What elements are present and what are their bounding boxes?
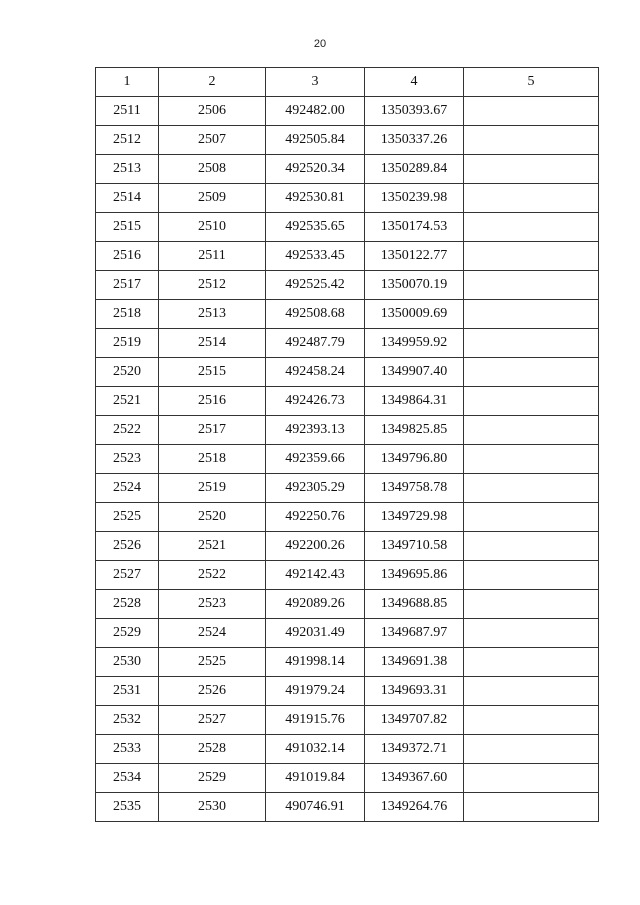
table-cell-col-4: 1350122.77 bbox=[365, 242, 464, 271]
table-cell-col-5 bbox=[464, 126, 599, 155]
table-cell-col-4: 1349367.60 bbox=[365, 764, 464, 793]
table-row bbox=[96, 242, 599, 271]
table-cell-col-4: 1349372.71 bbox=[365, 735, 464, 764]
table-cell-col-1: 2515 bbox=[96, 213, 159, 242]
table-cell-col-3: 492520.34 bbox=[266, 155, 365, 184]
table-cell-col-3: 492508.68 bbox=[266, 300, 365, 329]
table-cell-col-2: 2515 bbox=[159, 358, 266, 387]
table-cell-col-4: 1350009.69 bbox=[365, 300, 464, 329]
table-cell-col-2: 2524 bbox=[159, 619, 266, 648]
table-cell-col-1: 2519 bbox=[96, 329, 159, 358]
table-cell-col-2: 2517 bbox=[159, 416, 266, 445]
table-cell-col-2: 2528 bbox=[159, 735, 266, 764]
table-cell-col-2: 2518 bbox=[159, 445, 266, 474]
table-cell-col-3: 492031.49 bbox=[266, 619, 365, 648]
table-cell-col-4: 1349691.38 bbox=[365, 648, 464, 677]
table-cell-col-5 bbox=[464, 532, 599, 561]
table-cell-col-1: 2514 bbox=[96, 184, 159, 213]
table-cell-col-5 bbox=[464, 445, 599, 474]
table-cell-col-5 bbox=[464, 416, 599, 445]
table-cell-col-3: 491019.84 bbox=[266, 764, 365, 793]
table-cell-col-2: 2514 bbox=[159, 329, 266, 358]
table-cell-col-3: 492250.76 bbox=[266, 503, 365, 532]
table-cell-col-4: 1350239.98 bbox=[365, 184, 464, 213]
table-cell-col-1: 2517 bbox=[96, 271, 159, 300]
table-cell-col-2: 2525 bbox=[159, 648, 266, 677]
table-cell-col-1: 2523 bbox=[96, 445, 159, 474]
table-cell-col-5 bbox=[464, 329, 599, 358]
table-row bbox=[96, 619, 599, 648]
table-cell-col-5 bbox=[464, 648, 599, 677]
table-cell-col-2: 2523 bbox=[159, 590, 266, 619]
table-cell-col-3: 492458.24 bbox=[266, 358, 365, 387]
table-cell-col-3: 492505.84 bbox=[266, 126, 365, 155]
table-cell-col-3: 492426.73 bbox=[266, 387, 365, 416]
table-cell-col-1: 2531 bbox=[96, 677, 159, 706]
table-cell-col-3: 492487.79 bbox=[266, 329, 365, 358]
table-cell-col-1: 2521 bbox=[96, 387, 159, 416]
table-cell-col-2: 2507 bbox=[159, 126, 266, 155]
table-cell-col-4: 1349825.85 bbox=[365, 416, 464, 445]
table-cell-col-1: 2527 bbox=[96, 561, 159, 590]
table-cell-col-2: 2510 bbox=[159, 213, 266, 242]
table-row bbox=[96, 97, 599, 126]
table-row bbox=[96, 793, 599, 822]
table-cell-col-2: 2527 bbox=[159, 706, 266, 735]
table-cell-col-5 bbox=[464, 677, 599, 706]
table-cell-col-1: 2513 bbox=[96, 155, 159, 184]
table-cell-col-1: 2525 bbox=[96, 503, 159, 532]
column-header-5: 5 bbox=[464, 68, 599, 97]
table-cell-col-3: 492533.45 bbox=[266, 242, 365, 271]
table-cell-col-5 bbox=[464, 561, 599, 590]
table-cell-col-5 bbox=[464, 474, 599, 503]
table-cell-col-4: 1349710.58 bbox=[365, 532, 464, 561]
table-cell-col-2: 2508 bbox=[159, 155, 266, 184]
table-cell-col-4: 1349687.97 bbox=[365, 619, 464, 648]
table-cell-col-5 bbox=[464, 271, 599, 300]
table-cell-col-5 bbox=[464, 793, 599, 822]
table-cell-col-1: 2528 bbox=[96, 590, 159, 619]
table-cell-col-3: 492089.26 bbox=[266, 590, 365, 619]
table-row bbox=[96, 503, 599, 532]
table-cell-col-1: 2534 bbox=[96, 764, 159, 793]
table-cell-col-3: 492393.13 bbox=[266, 416, 365, 445]
table-cell-col-5 bbox=[464, 358, 599, 387]
table-cell-col-4: 1349758.78 bbox=[365, 474, 464, 503]
table-cell-col-2: 2516 bbox=[159, 387, 266, 416]
table-cell-col-4: 1350393.67 bbox=[365, 97, 464, 126]
table-row bbox=[96, 213, 599, 242]
table-row bbox=[96, 416, 599, 445]
table-cell-col-1: 2518 bbox=[96, 300, 159, 329]
table-row bbox=[96, 648, 599, 677]
table-cell-col-2: 2511 bbox=[159, 242, 266, 271]
table-cell-col-2: 2520 bbox=[159, 503, 266, 532]
table-cell-col-3: 491032.14 bbox=[266, 735, 365, 764]
table-row bbox=[96, 126, 599, 155]
table-cell-col-2: 2509 bbox=[159, 184, 266, 213]
table-cell-col-5 bbox=[464, 242, 599, 271]
table-cell-col-5 bbox=[464, 387, 599, 416]
table-row bbox=[96, 387, 599, 416]
table-cell-col-1: 2530 bbox=[96, 648, 159, 677]
table-cell-col-1: 2512 bbox=[96, 126, 159, 155]
table-cell-col-4: 1349264.76 bbox=[365, 793, 464, 822]
table-cell-col-1: 2524 bbox=[96, 474, 159, 503]
table-cell-col-4: 1349959.92 bbox=[365, 329, 464, 358]
table-cell-col-1: 2522 bbox=[96, 416, 159, 445]
table-row bbox=[96, 155, 599, 184]
table-row bbox=[96, 764, 599, 793]
table-cell-col-1: 2535 bbox=[96, 793, 159, 822]
table-cell-col-2: 2530 bbox=[159, 793, 266, 822]
table-cell-col-4: 1349864.31 bbox=[365, 387, 464, 416]
table-cell-col-4: 1349707.82 bbox=[365, 706, 464, 735]
table-cell-col-5 bbox=[464, 590, 599, 619]
table-body bbox=[96, 97, 599, 822]
table-cell-col-4: 1350289.84 bbox=[365, 155, 464, 184]
column-header-4: 4 bbox=[365, 68, 464, 97]
table-row bbox=[96, 677, 599, 706]
table-cell-col-3: 492530.81 bbox=[266, 184, 365, 213]
table-row bbox=[96, 590, 599, 619]
table-cell-col-2: 2519 bbox=[159, 474, 266, 503]
table-cell-col-3: 492535.65 bbox=[266, 213, 365, 242]
table-cell-col-5 bbox=[464, 706, 599, 735]
table-cell-col-5 bbox=[464, 213, 599, 242]
table-row bbox=[96, 358, 599, 387]
table-row bbox=[96, 735, 599, 764]
table-row bbox=[96, 300, 599, 329]
table-cell-col-2: 2521 bbox=[159, 532, 266, 561]
table-cell-col-3: 492142.43 bbox=[266, 561, 365, 590]
table-cell-col-4: 1349729.98 bbox=[365, 503, 464, 532]
table-cell-col-3: 491998.14 bbox=[266, 648, 365, 677]
table-cell-col-1: 2520 bbox=[96, 358, 159, 387]
table-row bbox=[96, 474, 599, 503]
table-cell-col-4: 1350337.26 bbox=[365, 126, 464, 155]
table-cell-col-3: 490746.91 bbox=[266, 793, 365, 822]
table-cell-col-5 bbox=[464, 735, 599, 764]
table-row bbox=[96, 271, 599, 300]
table-cell-col-4: 1350070.19 bbox=[365, 271, 464, 300]
table-cell-col-4: 1350174.53 bbox=[365, 213, 464, 242]
table-cell-col-4: 1349907.40 bbox=[365, 358, 464, 387]
page-number: 20 bbox=[313, 38, 327, 50]
table-cell-col-5 bbox=[464, 764, 599, 793]
table-cell-col-5 bbox=[464, 619, 599, 648]
table-cell-col-2: 2513 bbox=[159, 300, 266, 329]
table-cell-col-5 bbox=[464, 300, 599, 329]
table-cell-col-2: 2526 bbox=[159, 677, 266, 706]
table-cell-col-3: 492359.66 bbox=[266, 445, 365, 474]
table-cell-col-1: 2516 bbox=[96, 242, 159, 271]
column-header-3: 3 bbox=[266, 68, 365, 97]
table-row bbox=[96, 532, 599, 561]
table-cell-col-2: 2529 bbox=[159, 764, 266, 793]
table-cell-col-5 bbox=[464, 97, 599, 126]
table-cell-col-4: 1349695.86 bbox=[365, 561, 464, 590]
coordinates-table bbox=[95, 67, 599, 822]
table-cell-col-5 bbox=[464, 184, 599, 213]
table-cell-col-4: 1349796.80 bbox=[365, 445, 464, 474]
column-header-2: 2 bbox=[159, 68, 266, 97]
table-cell-col-5 bbox=[464, 155, 599, 184]
table-row bbox=[96, 445, 599, 474]
table-cell-col-1: 2511 bbox=[96, 97, 159, 126]
table-cell-col-2: 2506 bbox=[159, 97, 266, 126]
table-cell-col-4: 1349688.85 bbox=[365, 590, 464, 619]
table-cell-col-3: 492200.26 bbox=[266, 532, 365, 561]
table-cell-col-1: 2529 bbox=[96, 619, 159, 648]
table-row bbox=[96, 184, 599, 213]
table-cell-col-5 bbox=[464, 503, 599, 532]
table-row bbox=[96, 561, 599, 590]
table-cell-col-2: 2522 bbox=[159, 561, 266, 590]
table-cell-col-4: 1349693.31 bbox=[365, 677, 464, 706]
table-header bbox=[96, 68, 599, 97]
table-row bbox=[96, 706, 599, 735]
header-row bbox=[96, 68, 599, 97]
table-cell-col-1: 2526 bbox=[96, 532, 159, 561]
table-cell-col-1: 2533 bbox=[96, 735, 159, 764]
table-row bbox=[96, 329, 599, 358]
table-cell-col-2: 2512 bbox=[159, 271, 266, 300]
column-header-1: 1 bbox=[96, 68, 159, 97]
table-cell-col-3: 491915.76 bbox=[266, 706, 365, 735]
table-cell-col-1: 2532 bbox=[96, 706, 159, 735]
table-cell-col-3: 491979.24 bbox=[266, 677, 365, 706]
table-cell-col-3: 492482.00 bbox=[266, 97, 365, 126]
table-cell-col-3: 492525.42 bbox=[266, 271, 365, 300]
table-cell-col-3: 492305.29 bbox=[266, 474, 365, 503]
